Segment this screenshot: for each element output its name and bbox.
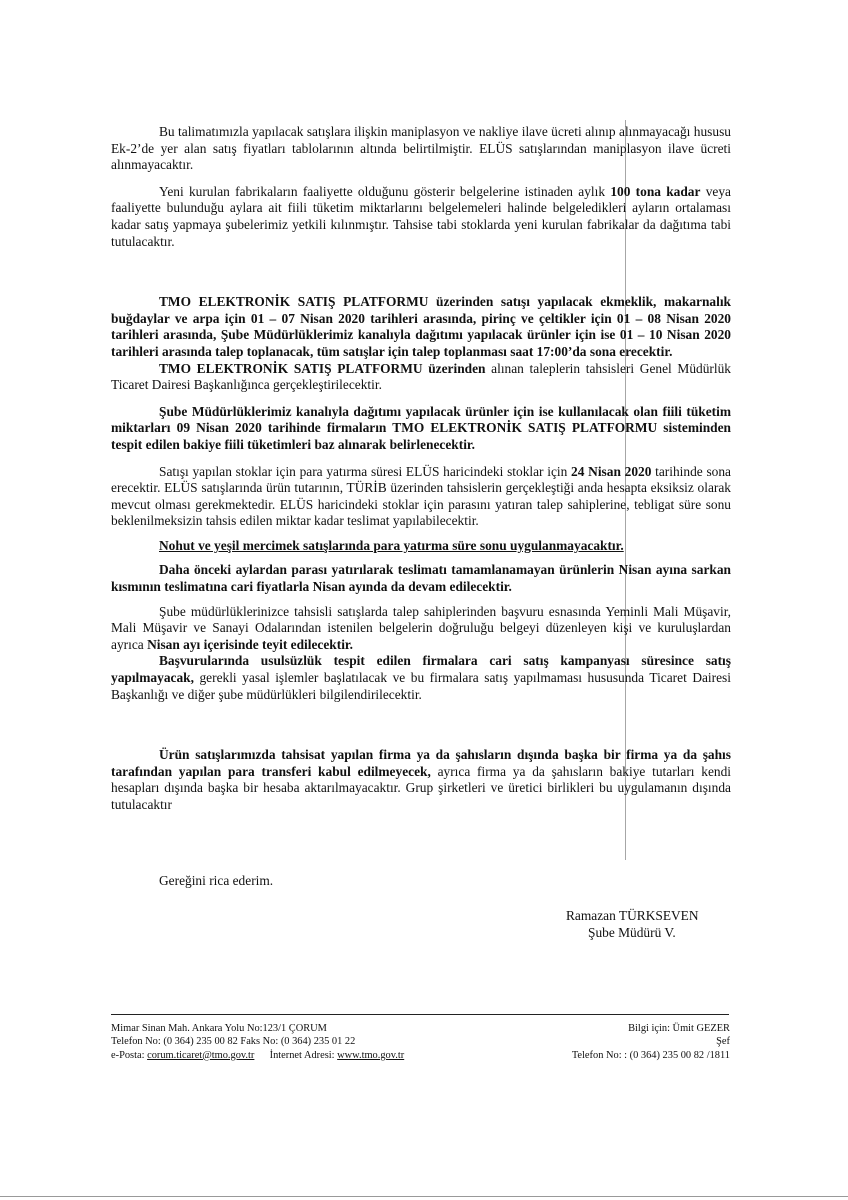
footer-contact — [111, 1022, 404, 1062]
text-run: Yeni kurulan fabrikaların faaliyette olduğunu gösterir belgelerine istinaden aylık — [159, 183, 611, 199]
text-run: TMO ELEKTRONİK SATIŞ PLATFORMU üzerinden — [159, 360, 486, 376]
text-run: Nohut ve yeşil mercimek satışlarında para yatırma süre sonu uygulanmayacaktır. — [159, 537, 624, 553]
closing-line: Gereğini rica ederim. — [159, 873, 274, 888]
website-link[interactable]: www.tmo.gov.tr — [337, 1049, 405, 1061]
text-run: veya faaliyette bulunduğu aylara ait fiili tüketim miktarlarını belgelemeleri halinde belgeledikleri ayların ortalaması kadar satış yapmaya şubelerimiz yetkili kılınmıştır. Tahsise tabi stoklarda yeni kurulan fabrikalar da dağıtıma tabi tutulacaktır. — [111, 183, 731, 249]
text-run: tarihinde sona erecektir. ELÜS satışlarında ürün tutarının, TÜRİB üzerinden tahsislerin gerçekleştiği anda hesapta eksiksiz olarak mevcut olması gerekmektedir. ELÜS haricindeki stoklar için parasını yatıran talep sahiplerine, tebligat süre sonu beklenilmeksizin tahsis edilen miktar kadar teslimat yapılabilecektir. — [111, 463, 731, 529]
text-run: TMO ELEKTRONİK SATIŞ PLATFORMU üzerinden satışı yapılacak ekmeklik, makarnalık buğdaylar ve arpa için 01 – 07 Nisan 2020 tarihleri arasında, pirinç ve çeltikler için 01 – 08 Nisan 2020 tarihleri arasında, Şube Müdürlüklerimiz kanalıyla dağıtımı yapılacak ürünler için ise 01 – 10 Nisan 2020 tarihleri arasında talep toplanacak, tüm satışlar için talep toplanması saat 17:00’da sona erecektir. — [111, 294, 731, 359]
paragraph — [111, 464, 731, 530]
paragraph — [111, 604, 731, 654]
footer-info — [572, 1022, 730, 1062]
email-label: e-Posta: — [111, 1049, 145, 1061]
footer-web-line — [111, 1049, 404, 1062]
text-run: Daha önceki aylardan parası yatırılarak teslimatı tamamlanamayan ürünlerin Nisan ayına sarkan kısmının teslimatına cari fiyatlarla Nisan ayında da devam edilecektir. — [111, 562, 731, 595]
text-run: alınan taleplerin tahsisleri Genel Müdürlük Ticaret Dairesi Başkanlığınca gerçekleştirilecektir. — [111, 360, 731, 393]
text-run: Şube müdürlüklerinizce tahsisli satışlarda talep sahiplerinden başvuru esnasında Yeminli Mali Müşavir, Mali Müşavir ve Sanayi Odalarından istenilen belgelerin doğruluğu belgeyi düzenleyen kişi ve kuruluşlardan ayrıca — [111, 603, 731, 652]
paragraph — [111, 294, 731, 360]
paragraph — [111, 538, 731, 555]
footer-phone-fax: Telefon No: (0 364) 235 00 82 Faks No: (0 364) 235 01 22 — [111, 1036, 356, 1048]
text-run: ayrıca firma ya da şahısların bakiye tutarları kendi hesapları dışında başka bir hesaba aktarılmayacaktır. Grup şirketleri ve üretici birlikleri bu uygulamanın dışında tutulacaktır — [111, 763, 732, 812]
paragraph — [111, 361, 731, 394]
footer-divider — [111, 1014, 729, 1015]
info-contact-title: Şef — [716, 1036, 730, 1048]
signatory-name: Ramazan TÜRKSEVEN — [566, 908, 699, 923]
text-run: Bu talimatımızla yapılacak satışlara ilişkin maniplasyon ve nakliye ilave ücreti alınıp alınmayacağı hususu Ek-2’de yer alan satış fiyatları tablolarının altında belirtilmiştir. ELÜS satışlarından maniplasyon ilave ücreti alınmayacaktır. — [111, 124, 731, 173]
text-run: 100 tona kadar — [610, 183, 701, 199]
text-run: Şube Müdürlüklerimiz kanalıyla dağıtımı yapılacak ürünler için ise kullanılacak olan fiili tüketim miktarları 09 Nisan 2020 tarihinde firmaların TMO ELEKTRONİK SATIŞ PLATFORMU sisteminden tespit edilen bakiye fiili tüketimleri baz alınarak belirlenecektir. — [111, 403, 731, 452]
paragraph — [111, 562, 731, 595]
email-link[interactable]: corum.ticaret@tmo.gov.tr — [147, 1049, 255, 1061]
text-run: Satışı yapılan stoklar için para yatırma süresi ELÜS haricindeki stoklar için — [159, 463, 572, 479]
paragraph — [111, 653, 731, 703]
web-label: İnternet Adresi: — [269, 1049, 335, 1061]
info-contact-phone: Telefon No: : (0 364) 235 00 82 /1811 — [571, 1049, 730, 1061]
info-contact-name: Bilgi için: Ümit GEZER — [628, 1023, 730, 1034]
text-run: 24 Nisan 2020 — [571, 463, 652, 479]
paragraph — [111, 404, 731, 454]
text-run: Başvurularında usulsüzlük tespit edilen firmalara cari satış kampanyası süresince satış yapılmayacak, — [111, 653, 731, 686]
paragraph — [111, 184, 731, 250]
page-bottom-edge — [0, 1196, 848, 1197]
text-run: gerekli yasal işlemler başlatılacak ve bu firmalara satış yapılmaması hususunda Ticaret Dairesi Başkanlığı ve diğer şube müdürlükleri bilgilendirilecektir. — [111, 670, 731, 702]
footer-address: Mimar Sinan Mah. Ankara Yolu No:123/1 ÇORUM — [111, 1023, 327, 1034]
paragraph — [111, 124, 731, 174]
text-run: Ürün satışlarımızda tahsisat yapılan firma ya da şahısların dışında başka bir firma ya da şahıs tarafından yapılan para transferi kabul edilmeyecek, — [111, 747, 731, 779]
signatory-title: Şube Müdürü V. — [588, 925, 676, 940]
letter-body — [111, 124, 731, 814]
text-run: Nisan ayı içerisinde teyit edilecektir. — [147, 636, 353, 652]
paragraph — [111, 747, 731, 813]
signature-block — [566, 907, 699, 941]
